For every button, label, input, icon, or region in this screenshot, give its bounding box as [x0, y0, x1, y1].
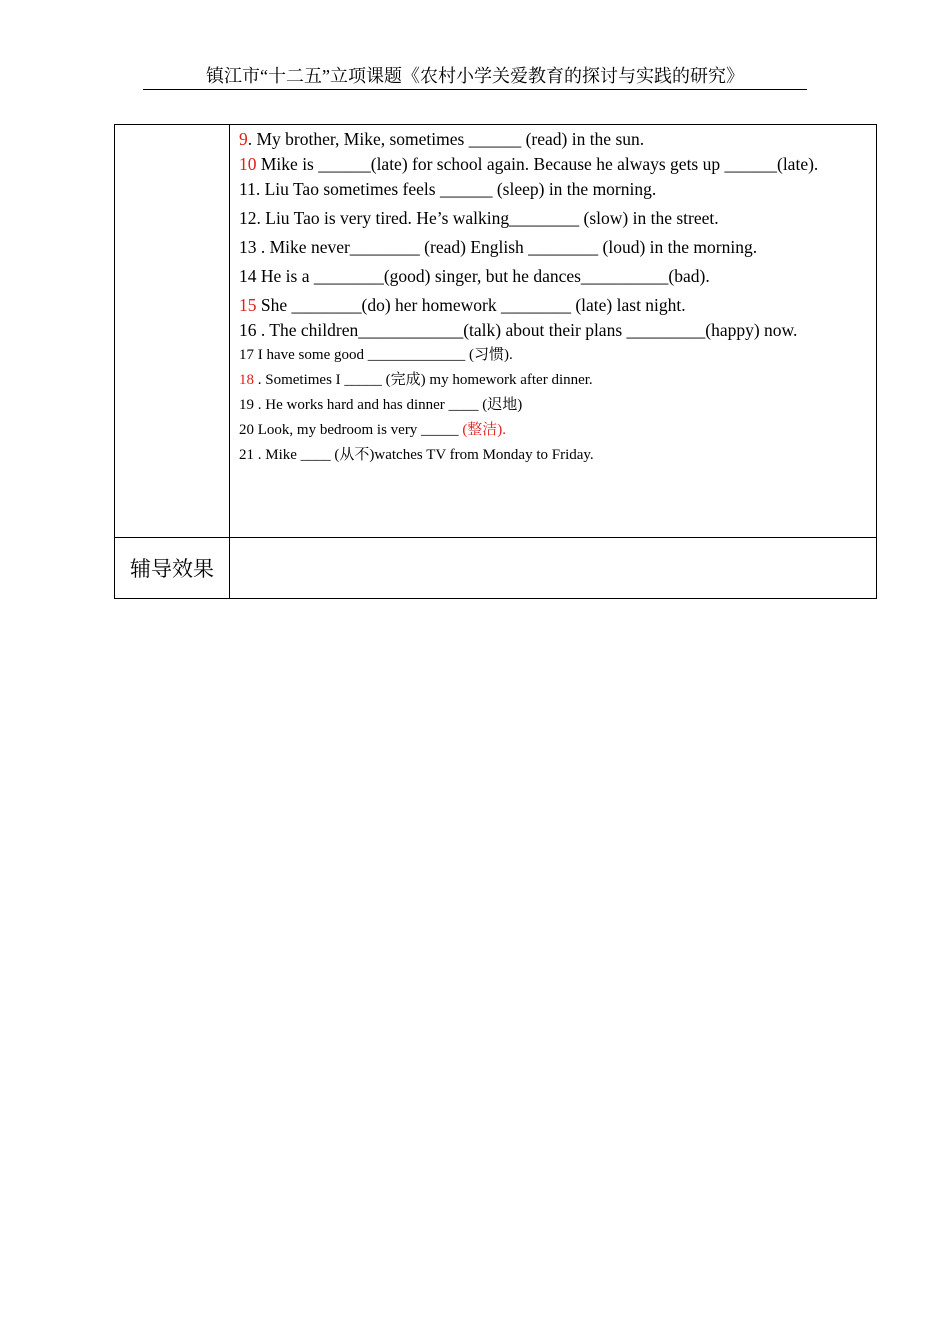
effect-row: [115, 538, 877, 599]
question-9: [239, 127, 867, 152]
worksheet-table: [114, 124, 877, 599]
question-number: 10: [239, 154, 257, 174]
question-13: 13 . Mike never________ (read) English ________ (loud) in the morning.: [239, 237, 758, 257]
question-16: 16 . The children____________(talk) about their plans _________(happy) now.: [239, 320, 798, 340]
question-15: [239, 293, 867, 318]
exercise-row: [115, 125, 877, 538]
question-19: 19 . He works hard and has dinner ____ (迟地): [239, 397, 523, 413]
question-text: . Sometimes I _____ (完成) my homework after dinner.: [254, 372, 593, 388]
question-12: 12. Liu Tao is very tired. He’s walking________ (slow) in the street.: [239, 208, 719, 228]
question-17: 17 I have some good _____________ (习惯).: [239, 347, 513, 363]
question-10: [239, 152, 867, 177]
header-title: 镇江市“十二五”立项课题《农村小学关爱教育的探讨与实践的研究》: [206, 66, 744, 86]
effect-content-cell: [230, 538, 877, 599]
question-21: 21 . Mike ____ (从不)watches TV from Monday to Friday.: [239, 447, 594, 463]
question-14: 14 He is a ________(good) singer, but he dances__________(bad).: [239, 266, 710, 286]
question-number: 9: [239, 129, 248, 149]
question-text: Mike is ______(late) for school again. Because he always gets up ______(late).: [256, 154, 819, 174]
question-text: She ________(do) her homework ________ (late) last night.: [256, 295, 686, 315]
exercise-cell: [230, 125, 877, 538]
effect-label-cell: [115, 538, 230, 599]
question-11: 11. Liu Tao sometimes feels ______ (sleep) in the morning.: [239, 179, 657, 199]
question-number: 15: [239, 295, 257, 315]
question-text: 20 Look, my bedroom is very _____: [239, 422, 463, 438]
question-18: [239, 368, 867, 393]
left-blank-cell: [115, 125, 230, 538]
page-header: [143, 64, 807, 90]
question-20: [239, 418, 867, 443]
question-text: . My brother, Mike, sometimes ______ (read) in the sun.: [247, 129, 645, 149]
question-number: 18: [239, 372, 254, 388]
effect-label: 辅导效果: [130, 557, 214, 581]
question-hint: (整洁).: [462, 422, 507, 438]
